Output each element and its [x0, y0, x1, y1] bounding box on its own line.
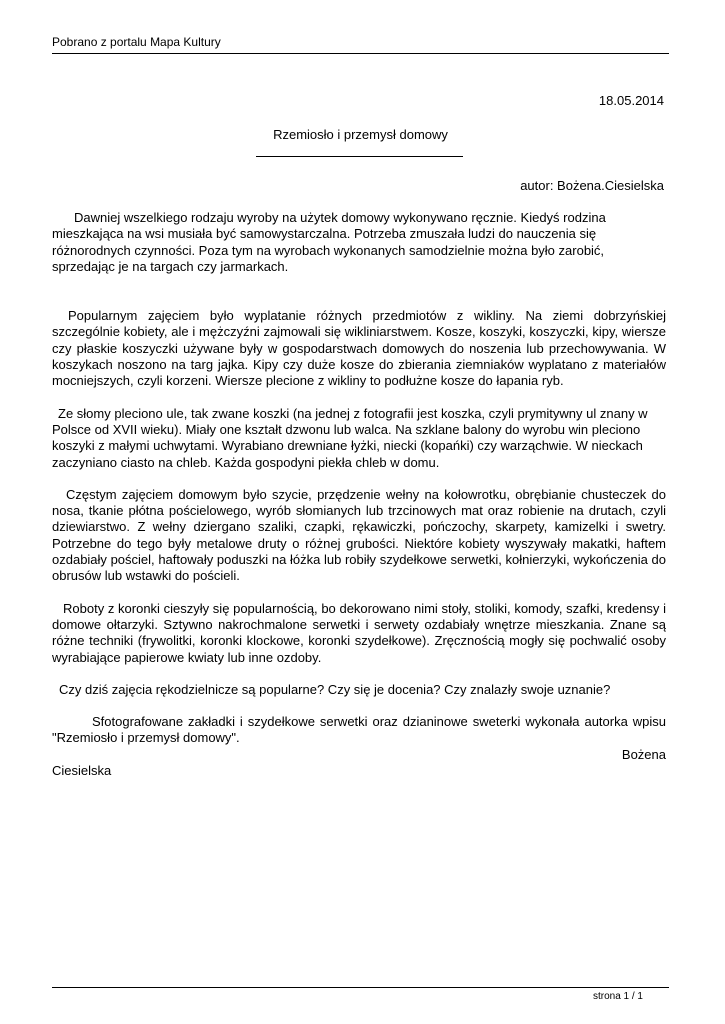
document-author: autor: Bożena.Ciesielska	[520, 178, 664, 193]
header-divider	[52, 53, 669, 54]
paragraph: Ze słomy pleciono ule, tak zwane koszki (na jednej z fotografii jest koszka, czyli prymitywny ul znany w Polsce od XVII wieku). Miały one kształt dzwonu lub walca. Na szklane balony do wyrobu win pleciono koszyki z małymi uchwytami. Wyrabiano drewniane łyżki, niecki (kopańki) czy warząchwie. W nieckach zaczyniano ciasto na chleb. Każda gospodyni piekła chleb w domu.	[52, 405, 648, 470]
footer-divider	[52, 987, 669, 988]
document-body	[52, 210, 666, 779]
signature-last-name: Ciesielska	[52, 763, 112, 779]
portal-source-label: Pobrano z portalu Mapa Kultury	[52, 35, 221, 49]
signature-first-name: Bożena	[621, 746, 666, 762]
paragraph: Czy dziś zajęcia rękodzielnicze są popularne? Czy się je docenia? Czy znalazły swoje uznanie?	[59, 681, 611, 697]
page-number: strona 1 / 1	[592, 991, 643, 1002]
title-underline	[256, 156, 463, 157]
document-date: 18.05.2014	[598, 93, 664, 108]
paragraph: Dawniej wszelkiego rodzaju wyroby na użytek domowy wykonywano ręcznie. Kiedyś rodzina mieszkająca na wsi musiała być samowystarczalna. Potrzeba zmuszała ludzi do nauczenia się różnorodnych czynności. Poza tym na wyrobach wykonanych samodzielnie można było zarobić, sprzedając je na targach czy jarmarkach.	[52, 210, 606, 274]
paragraph: Roboty z koronki cieszyły się popularnością, bo dekorowano nimi stoły, stoliki, komody, szafki, kredensy i domowe ołtarzyki. Sztywno nakrochmalone serwetki i serwety ozdabiały wnętrze mieszkania. Znane są różne techniki (frywolitki, koronki klockowe, koronki szydełkowe). Zręcznością mogły się pochwalić osoby wyrabiające papierowe kwiaty lub inne ozdoby.	[52, 600, 666, 665]
paragraph: Częstym zajęciem domowym było szycie, przędzenie wełny na kołowrotku, obrębianie chusteczek do nosa, tkanie płótna pościelowego, wyrób słomianych lub trzcinowych mat oraz robienie na drutach, czyli dziewiarstwo. Z wełny dziergano szaliki, czapki, rękawiczki, pończochy, skarpety, kamizelki i swetry. Potrzebne do tego były metalowe druty o różnej grubości. Niektóre kobiety wyszywały makatki, haftem ozdabiały pościel, haftowały poduszki na łóżka lub robiły szydełkowe serwetki, kołnierzyki, wykończenia do obrusów lub wstawki do pościeli.	[52, 486, 666, 584]
document-title: Rzemiosło i przemysł domowy	[273, 127, 448, 142]
paragraph: Popularnym zajęciem było wyplatanie różnych przedmiotów z wikliny. Na ziemi dobrzyńskiej szczególnie kobiety, ale i mężczyźni zajmowali się wikliniarstwem. Kosze, koszyki, koszyczki, kipy, wiersze czy płaskie koszyczki używane były w gospodarstwach domowych do noszenia lub przechowywania. W koszykach noszono na targ jajka. Kipy czy duże kosze do zbierania ziemniaków wyplatano z materiałów mocniejszych, czyli korzeni. Wiersze plecione z wikliny to podłużne kosze do łapania ryb.	[52, 308, 666, 389]
paragraph: Sfotografowane zakładki i szydełkowe serwetki oraz dzianinowe sweterki wykonała autorka wpisu "Rzemiosło i przemysł domowy".	[52, 714, 666, 746]
